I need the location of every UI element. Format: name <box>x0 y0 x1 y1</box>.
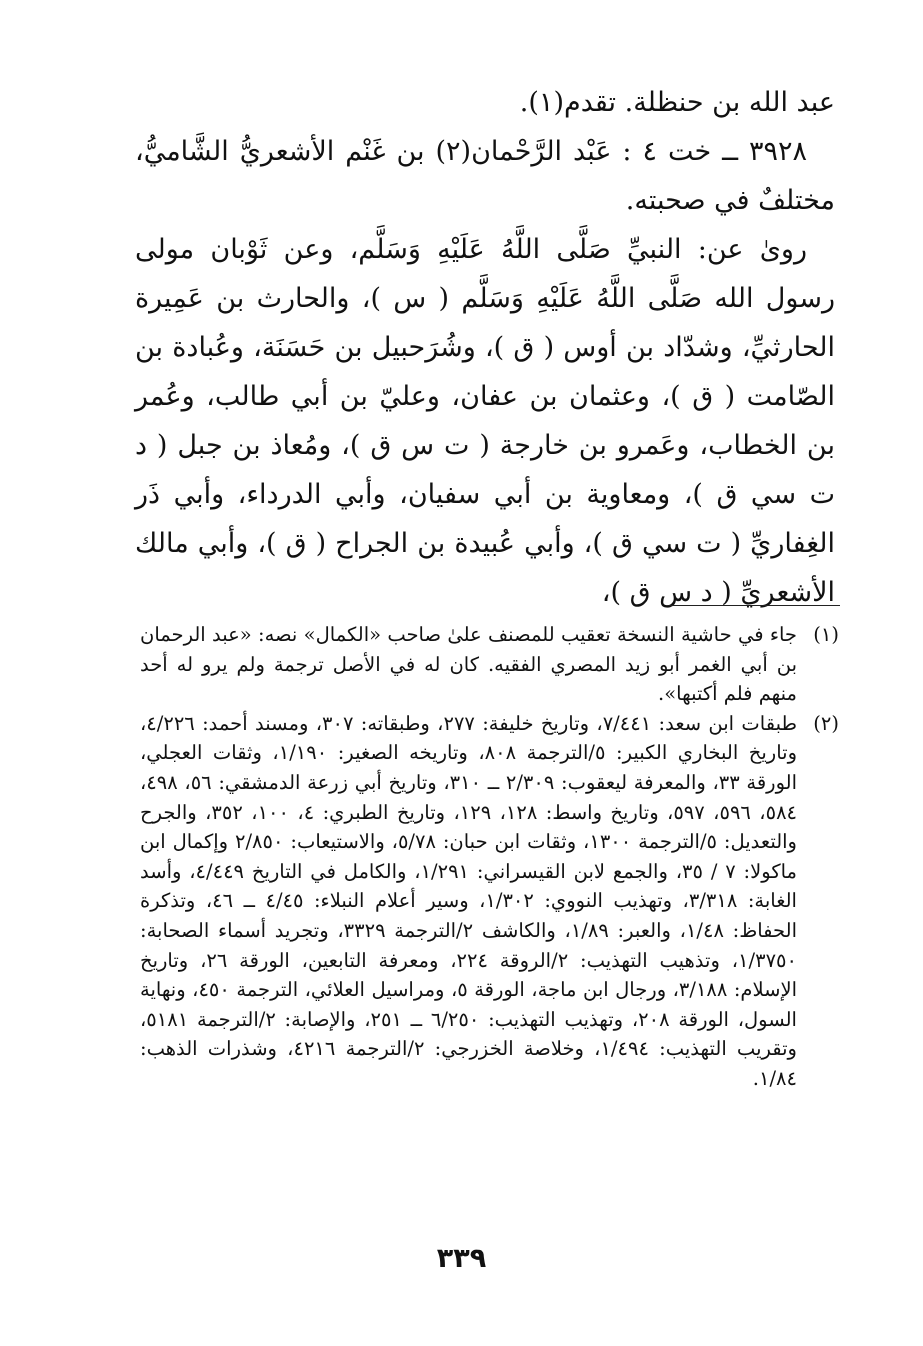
footnote-text: جاء في حاشية النسخة تعقيب للمصنف علىٰ صاحب «الكمال» نصه: «عبد الرحمان بن أبي الغمر أبو زيد المصري الفقيه. كان له في الأصل ترجمة ولم يرو له أحد منهم فلم أكتبها». <box>140 623 797 706</box>
narrated-from-paragraph: روىٰ عن: النبيِّ صَلَّى اللَّهُ عَلَيْهِ وَسَلَّم، وعن ثَوْبان مولى رسول الله صَلَّى اللَّهُ عَلَيْهِ وَسَلَّم ( س )، والحارث بن عَمِيرة الحارثيِّ، وشدّاد بن أوس ( ق )، وشُرَحبيل بن حَسَنَة، وعُبادة بن الصّامت ( ق )، وعثمان بن عفان، وعليّ بن أبي طالب، وعُمر بن الخطاب، وعَمرو بن خارجة ( ت س ق )، ومُعاذ بن جبل ( د ت سي ق )، ومعاوية بن أبي سفيان، وأبي الدرداء، وأبي ذَر الغِفاريِّ ( ت سي ق )، وأبي عُبيدة بن الجراح ( ق )، وأبي مالك الأشعريِّ ( د س ق )، <box>135 234 835 608</box>
footnote-number: (٢) <box>813 711 839 735</box>
footnote-2 <box>140 709 839 1094</box>
footnote-separator <box>668 605 840 606</box>
entry-heading: ٣٩٢٨ ــ خت ٤ : عَبْد الرَّحْمان(٢) بن غَنْم الأشعريُّ الشَّاميُّ، مختلفٌ في صحبته. <box>135 136 835 216</box>
footnote-1 <box>140 620 839 709</box>
intro-line: عبد الله بن حنظلة. تقدم(١). <box>519 87 835 118</box>
footnotes-block <box>140 620 839 1094</box>
footnote-number: (١) <box>813 623 839 646</box>
footnote-text: طبقات ابن سعد: ٧/٤٤١، وتاريخ خليفة: ٢٧٧، وطبقاته: ٣٠٧، ومسند أحمد: ٤/٢٢٦، وتاريخ البخاري الكبير: ٥/الترجمة ٨٠٨، وتاريخه الصغير: ١/١٩٠، وثقات العجلي، الورقة ٣٣، والمعرفة ليعقوب: ٢/٣٠٩ ــ ٣١٠، وتاريخ أبي زرعة الدمشقي: ٥٦، ٤٩٨، ٥٨٤، ٥٩٦، ٥٩٧، وتاريخ واسط: ١٢٨، ١٢٩، وتاريخ الطبري: ٤، ١٠٠، ٣٥٢، والجرح والتعديل: ٥/الترجمة ١٣٠٠، وثقات ابن حبان: ٥/٧٨، والاستيعاب: ٢/٨٥٠ وإكمال ابن ماكولا: ٧ / ٣٥، والجمع لابن القيسراني: ١/٢٩١، والكامل في التاريخ ٤/٤٤٩، وأسد الغابة: ٣/٣١٨، وتهذيب النووي: ١/٣٠٢، وسير أعلام النبلاء: ٤/٤٥ ــ ٤٦، وتذكرة الحفاظ: ١/٤٨، والعبر: ١/٨٩، والكاشف ٢/الترجمة ٣٣٢٩، وتجريد أسماء الصحابة: ١/٣٧٥٠، وتذهيب التهذيب: ٢/الروقة ٢٢٤، ومعرفة التابعين، الورقة ٢٦، وتاريخ الإسلام: ٣/١٨٨، ورجال ابن ماجة، الورقة ٥، ومراسيل العلائي، الترجمة ٤٥٠، ونهاية السول، الورقة ٢٠٨، وتهذيب التهذيب: ٦/٢٥٠ ــ ٢٥١، والإصابة: ٢/الترجمة ٥١٨١، وتقريب التهذيب: ١/٤٩٤، وخلاصة الخزرجي: ٢/الترجمة ٤٢١٦، وشذرات الذهب: ١/٨٤. <box>140 711 798 1090</box>
main-text-block <box>135 78 835 617</box>
page-number: ٣٣٩ <box>436 1243 487 1274</box>
